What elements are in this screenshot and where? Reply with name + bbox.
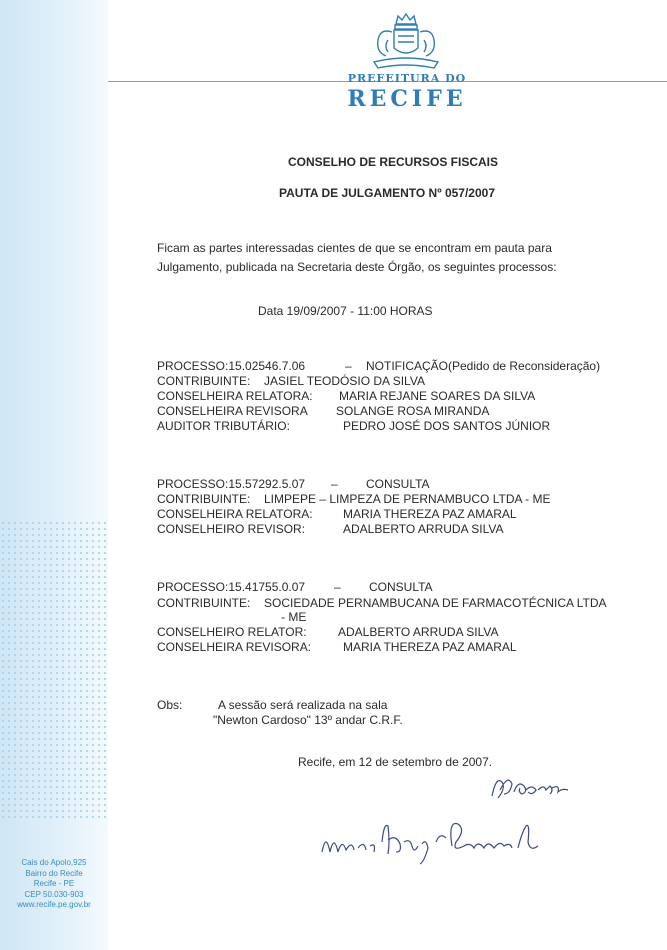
row-label: CONSELHEIRA REVISORA: <box>157 640 312 654</box>
process-number: PROCESSO:15.57292.5.07 <box>157 477 306 491</box>
row-label: CONSELHEIRA RELATORA: <box>157 507 313 521</box>
intro-line: Julgamento, publicada na Secretaria deste Órgão, os seguintes processos: <box>157 260 557 274</box>
row-value: SOCIEDADE PERNAMBUCANA DE FARMACOTÉCNICA LTDA <box>264 596 607 610</box>
row-continuation: - ME <box>281 610 307 624</box>
process-dash: – <box>334 580 341 594</box>
website-link: www.recife.pe.gov.br <box>17 900 91 909</box>
row-value: JASIEL TEODÓSIO DA SILVA <box>264 374 425 388</box>
row-label: CONTRIBUINTE: <box>157 374 251 388</box>
council-title: CONSELHO DE RECURSOS FISCAIS <box>288 155 499 169</box>
row-label: CONTRIBUINTE: <box>157 492 251 506</box>
process-dash: – <box>331 477 338 491</box>
row-value: MARIA THEREZA PAZ AMARAL <box>343 507 517 521</box>
address-line: Bairro do Recife <box>25 868 83 878</box>
session-date: Data 19/09/2007 - 11:00 HORAS <box>258 304 433 318</box>
coat-of-arms-icon <box>368 10 444 72</box>
row-label: CONSELHEIRA REVISORA <box>157 404 308 418</box>
agenda-title: PAUTA DE JULGAMENTO Nº 057/2007 <box>279 186 495 200</box>
process-type: NOTIFICAÇÃO(Pedido de Reconsideração) <box>366 359 601 373</box>
row-label: CONSELHEIRA RELATORA: <box>157 389 313 403</box>
process-type: CONSULTA <box>366 477 430 491</box>
obs-text: A sessão será realizada na sala <box>218 698 388 712</box>
intro-line: Ficam as partes interessadas cientes de que se encontram em pauta para <box>157 241 552 255</box>
obs-text: "Newton Cardoso" 13º andar C.R.F. <box>213 713 403 727</box>
row-label: CONSELHEIRO RELATOR: <box>157 625 307 639</box>
row-value: ADALBERTO ARRUDA SILVA <box>338 625 499 639</box>
row-value: ADALBERTO ARRUDA SILVA <box>343 522 504 536</box>
row-label: CONSELHEIRO REVISOR: <box>157 522 306 536</box>
row-value: SOLANGE ROSA MIRANDA <box>336 404 490 418</box>
process-number: PROCESSO:15.41755.0.07 <box>157 580 306 594</box>
recife-logotype: RECIFE <box>347 86 467 112</box>
decorative-sidebar <box>0 0 108 950</box>
address-line: CEP 50.030-903 <box>24 889 84 899</box>
sidebar-dot-pattern <box>0 520 108 820</box>
process-dash: – <box>345 359 352 373</box>
closing-date: Recife, em 12 de setembro de 2007. <box>298 755 493 769</box>
address-line: Cais do Apolo,925 <box>21 858 87 867</box>
row-value: PEDRO JOSÉ DOS SANTOS JÚNIOR <box>343 419 551 433</box>
row-value: MARIA THEREZA PAZ AMARAL <box>343 640 517 654</box>
process-number: PROCESSO:15.02546.7.06 <box>157 359 306 373</box>
row-value: MARIA REJANE SOARES DA SILVA <box>339 389 536 403</box>
obs-label: Obs: <box>157 698 183 712</box>
row-value: LIMPEPE – LIMPEZA DE PERNAMBUCO LTDA - ME <box>264 492 551 506</box>
signature-icon <box>318 812 550 872</box>
row-label: CONTRIBUINTE: <box>157 596 251 610</box>
prefeitura-label: PREFEITURA DO <box>347 72 467 85</box>
address-line: Recife - PE <box>33 879 75 888</box>
process-type: CONSULTA <box>369 580 433 594</box>
signature-icon <box>488 770 574 804</box>
row-label: AUDITOR TRIBUTÁRIO: <box>157 419 290 433</box>
address-block <box>0 858 108 911</box>
